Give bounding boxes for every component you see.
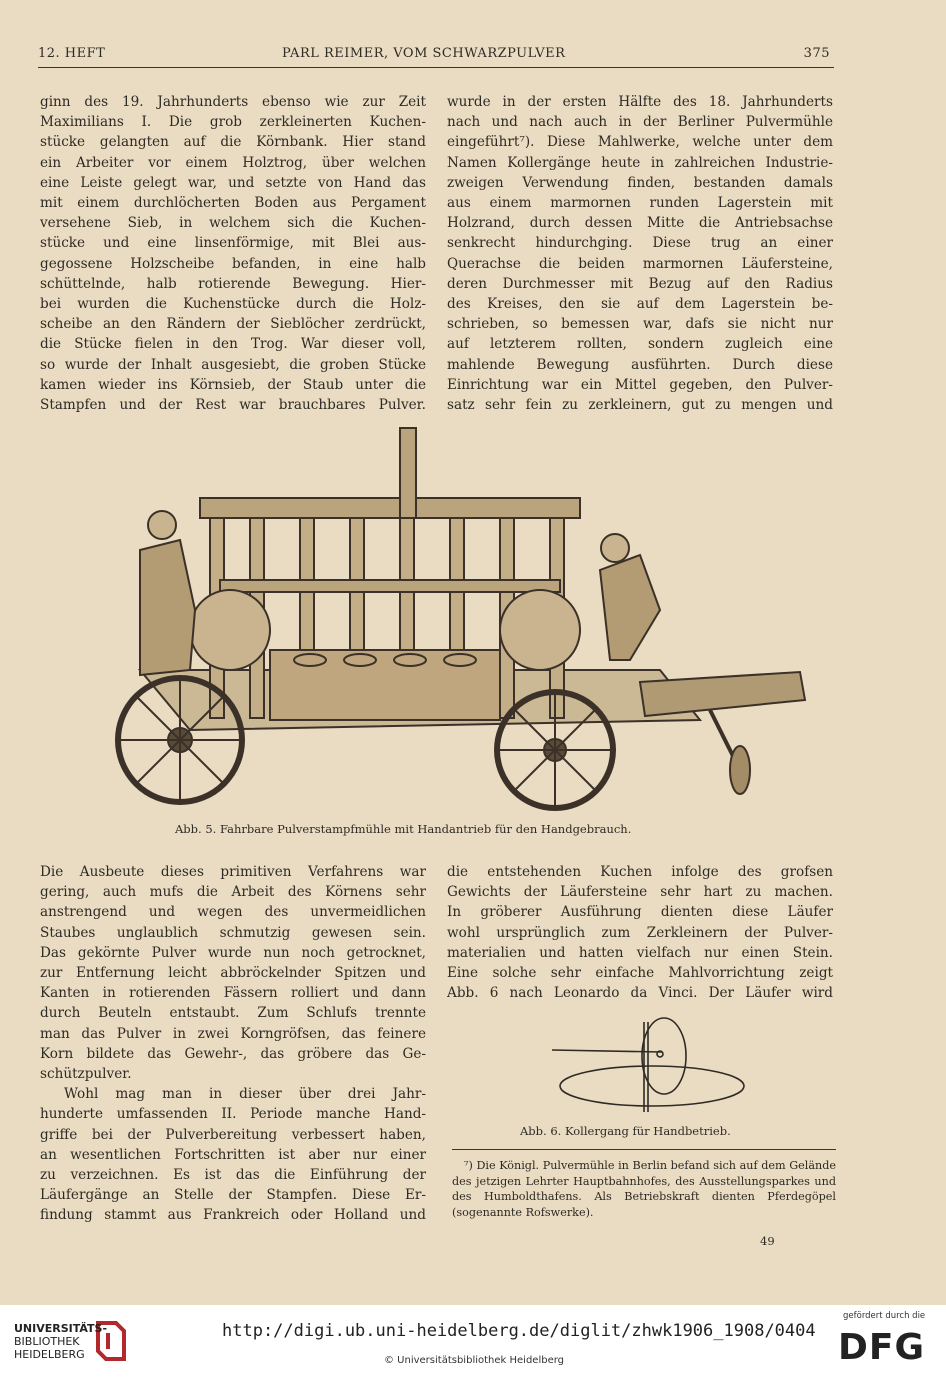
text-line: Staubes unglaublich schmutzig gewesen sein. — [40, 924, 426, 941]
bottom-page-number: 49 — [760, 1234, 775, 1248]
text-line: Gewichts der Läufersteine sehr hart zu machen. — [447, 884, 833, 901]
text-line: mahlende Bewegung ausführten. Durch diese — [447, 356, 833, 373]
text-line: an wesentlichen Fortschritten ist aber nur einer — [40, 1146, 426, 1163]
text-line: durch Beuteln entstaubt. Zum Schlufs trennte — [40, 1005, 426, 1022]
text-line: Namen Kollergänge heute in zahlreichen Industrie- — [447, 154, 833, 171]
text-column-bottom-left — [40, 862, 426, 1226]
text-line: wohl ursprünglich zum Zerkleinern der Pulver- — [447, 924, 833, 941]
text-line: ginn des 19. Jahrhunderts ebenso wie zur Zeit — [40, 94, 426, 110]
footnote-rule — [452, 1149, 836, 1150]
text-line: nach und nach auch in der Berliner Pulvermühle — [447, 114, 833, 131]
funding-note: gefördert durch die — [843, 1311, 926, 1321]
text-line: schüttelnde, halb rotierende Bewegung. Hier- — [40, 275, 426, 292]
text-line: Das gekörnte Pulver wurde nun noch getrocknet, — [40, 944, 426, 961]
library-line-3: HEIDELBERG — [14, 1348, 85, 1361]
permalink[interactable]: http://digi.ub.uni-heidelberg.de/diglit/zhwk1906_1908/0404 — [222, 1321, 816, 1341]
text-line: Wohl mag man in dieser über drei Jahr- — [64, 1086, 426, 1103]
text-line: versehene Sieb, in welchem sich die Kuchen- — [40, 215, 426, 232]
figure-6-kollergang — [552, 1010, 750, 1122]
text-line: Querachse die beiden marmornen Läufersteine, — [447, 255, 833, 272]
text-line: anstrengend und wegen des unvermeidlichen — [40, 904, 426, 921]
text-line: Die Ausbeute dieses primitiven Verfahrens war — [40, 864, 426, 880]
text-line: stücke und eine linsenförmige, mit Blei aus- — [40, 235, 426, 252]
text-column-top-right — [447, 92, 833, 415]
text-line: scheibe an den Rändern der Sieblöcher zerdrückt, — [40, 316, 426, 333]
figure-6-caption: Abb. 6. Kollergang für Handbetrieb. — [520, 1124, 731, 1138]
text-line: eine Leiste gelegt war, und setzte von Hand das — [40, 174, 426, 191]
issue-label: 12. HEFT — [38, 46, 106, 61]
text-line: In gröberer Ausführung dienten diese Läufer — [447, 904, 833, 921]
header-page-number: 375 — [803, 46, 830, 61]
text-line: die entstehenden Kuchen infolge des grofsen — [447, 864, 833, 880]
text-line: zweigen Verwendung finden, bestanden damals — [447, 174, 833, 191]
library-line-2: BIBLIOTHEK — [14, 1335, 80, 1348]
text-line: Abb. 6 nach Leonardo da Vinci. Der Läufer wird — [447, 985, 833, 1002]
running-header — [38, 46, 834, 68]
text-line: findung stammt aus Frankreich oder Holland und — [40, 1207, 426, 1224]
text-line: Korn bildete das Gewehr-, das gröbere das Ge- — [40, 1045, 426, 1062]
header-rule — [38, 67, 834, 68]
text-line: Eine solche sehr einfache Mahlvorrichtung zeigt — [447, 965, 833, 982]
text-line: Stampfen und der Rest war brauchbares Pulver. — [40, 397, 426, 414]
text-line: bei wurden die Kuchenstücke durch die Holz- — [40, 296, 426, 313]
text-line: Kanten in rotierenden Fässern rolliert und dann — [40, 985, 426, 1002]
text-line: griffe bei der Pulverbereitung verbessert haben, — [40, 1126, 426, 1143]
footnote: ⁷) Die Königl. Pulvermühle in Berlin befand sich auf dem Gelände des jetzigen Lehrter Hauptbahnhofes, des Ausstellungsparkes und des Humboldthafens. Als Betriebskraft dienten Pferdegöpel (sogenannte Rofswerke). — [452, 1159, 836, 1219]
text-line: Holzrand, durch dessen Mitte die Antriebsachse — [447, 215, 833, 232]
text-line: Maximilians I. Die grob zerkleinerten Kuchen- — [40, 114, 426, 131]
text-line: aus einem marmornen runden Lagerstein mit — [447, 195, 833, 212]
digitization-footer — [0, 1305, 946, 1378]
text-column-top-left — [40, 92, 426, 415]
library-name — [14, 1322, 107, 1361]
text-line: zur Entfernung leicht abbröckelnder Spitzen und — [40, 965, 426, 982]
figure-5-caption: Abb. 5. Fahrbare Pulverstampfmühle mit Handantrieb für den Handgebrauch. — [175, 822, 632, 836]
text-line: auf letzterem rollten, sondern zugleich eine — [447, 336, 833, 353]
copyright-notice: © Universitätsbibliothek Heidelberg — [384, 1355, 565, 1366]
text-line: schützpulver. — [40, 1066, 132, 1083]
dfg-logo: DFG — [838, 1327, 926, 1368]
library-line-1: UNIVERSITÄTS- — [14, 1322, 108, 1335]
text-line: satz sehr fein zu zerkleinern, gut zu mengen und — [447, 397, 833, 414]
text-line: Einrichtung war ein Mittel gegeben, den Pulver- — [447, 376, 833, 393]
text-line: wurde in der ersten Hälfte des 18. Jahrhunderts — [447, 94, 833, 110]
article-title: PARL REIMER, VOM SCHWARZPULVER — [282, 46, 566, 61]
text-line: stücke gelangten auf die Körnbank. Hier stand — [40, 134, 426, 151]
text-line: des Kreises, den sie auf dem Lagerstein be- — [447, 296, 833, 313]
text-line: zu verzeichnen. Es ist das die Einführung der — [40, 1167, 426, 1184]
text-line: materialien und hatten vielfach nur einen Stein. — [447, 944, 833, 961]
text-line: deren Durchmesser mit Bezug auf den Radius — [447, 275, 833, 292]
text-line: so wurde der Inhalt ausgesiebt, die groben Stücke — [40, 356, 426, 373]
text-line: gegossene Holzscheibe befanden, in eine halb — [40, 255, 426, 272]
text-line: ein Arbeiter vor einem Holztrog, über welchen — [40, 154, 426, 171]
text-column-bottom-right — [447, 862, 833, 1003]
text-line: die Stücke fielen in den Trog. War dieser voll, — [40, 336, 426, 353]
text-line: man das Pulver in zwei Korngröfsen, das feinere — [40, 1025, 426, 1042]
text-line: gering, auch mufs die Arbeit des Körnens sehr — [40, 884, 426, 901]
text-line: senkrecht hindurchging. Diese trug an einer — [447, 235, 833, 252]
text-line: eingeführt⁷). Diese Mahlwerke, welche unter dem — [447, 134, 833, 151]
text-line: schrieben, so bemessen war, dafs sie nicht nur — [447, 316, 833, 333]
figure-5-powder-mill-wagon — [100, 420, 820, 818]
text-line: Läufergänge an Stelle der Stampfen. Diese Er- — [40, 1187, 426, 1204]
text-line: kamen wieder ins Körnsieb, der Staub unter die — [40, 376, 426, 393]
text-line: mit einem durchlöcherten Boden aus Pergament — [40, 195, 426, 212]
text-line: hunderte umfassenden II. Periode manche Hand- — [40, 1106, 426, 1123]
